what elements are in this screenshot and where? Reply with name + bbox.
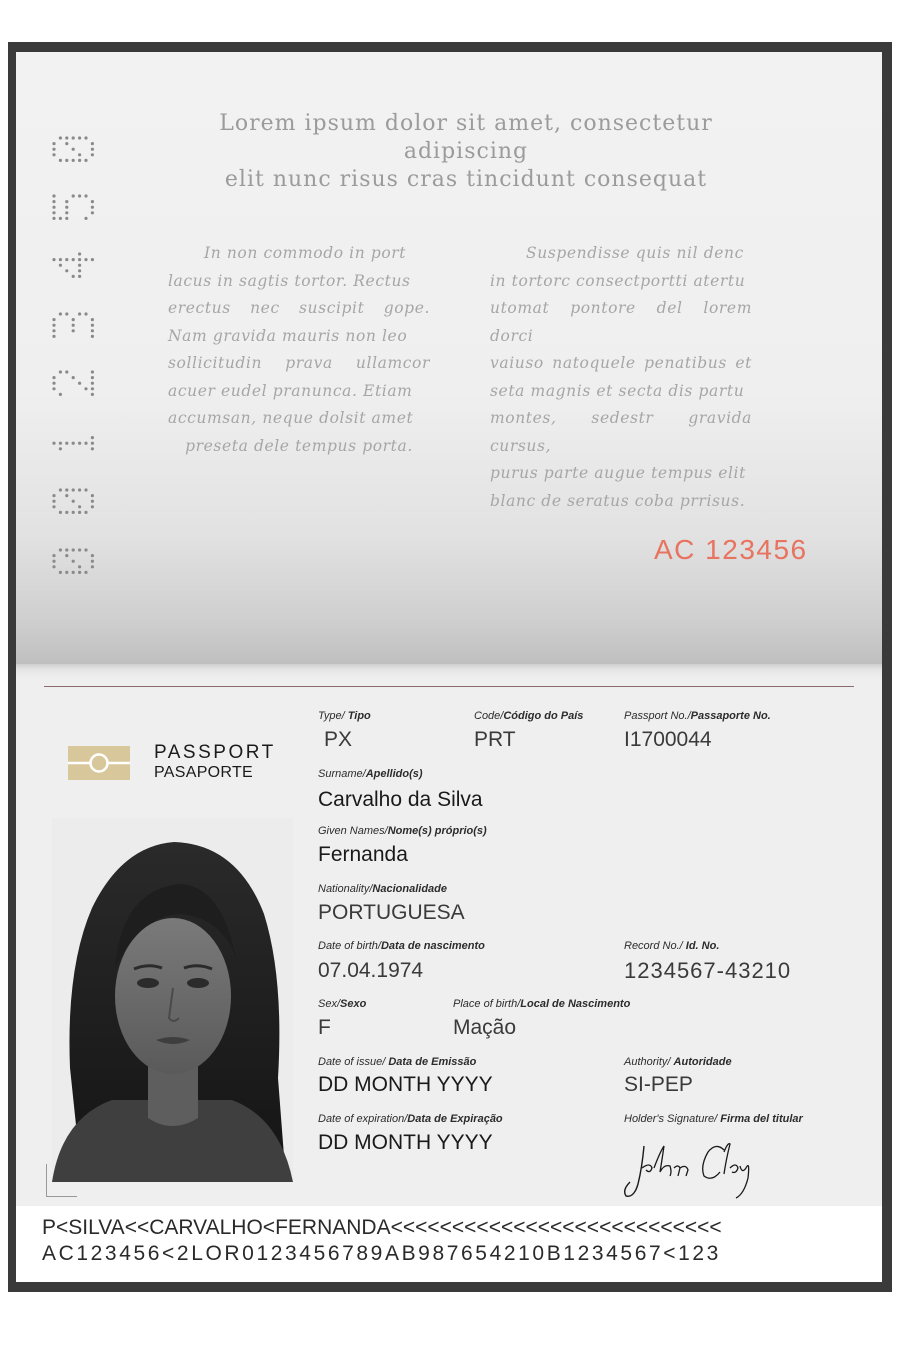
- column-line: acuer eudel pranunca. Etiam: [168, 381, 413, 400]
- page-fold: [16, 664, 882, 678]
- mrz-line-2: AC123456<2LOR0123456789AB987654210B1234567<123: [42, 1242, 721, 1265]
- type-label: Type/ Tipo: [318, 710, 371, 722]
- divider-rule: [44, 686, 854, 687]
- perforated-digit: [50, 428, 98, 458]
- dob-label: Date of birth/Data de nascimento: [318, 940, 485, 952]
- date-of-issue-label: Date of issue/ Data de Emissão: [318, 1056, 477, 1068]
- photo-corner-mark: [46, 1164, 77, 1197]
- code-value: PRT: [474, 728, 516, 751]
- heading-line-2: elit nunc risus cras tincidunt consequat: [224, 167, 708, 192]
- column-line: Suspendisse quis nil denc: [526, 244, 744, 262]
- holder-photo: [52, 818, 293, 1182]
- column-line: In non commodo in port: [204, 244, 407, 262]
- column-line: Nam gravida mauris non leo: [168, 326, 408, 345]
- column-line: lacus in sagtis tortor. Rectus: [168, 271, 411, 290]
- record-no-label: Record No./ Id. No.: [624, 940, 720, 952]
- perforated-digit: [50, 368, 98, 398]
- passport-no-label: Passport No./Passaporte No.: [624, 710, 771, 722]
- heading-line-1: Lorem ipsum dolor sit amet, consectetur adipiscing: [219, 111, 713, 164]
- column-line: erectus nec suscipit gope.: [168, 299, 430, 317]
- date-of-expiration-label: Date of expiration/Data de Expiração: [318, 1113, 503, 1125]
- signature-label: Holder's Signature/ Firma del titular: [624, 1113, 803, 1125]
- nationality-label: Nationality/Nacionalidade: [318, 883, 447, 895]
- code-label: Code/Código do País: [474, 710, 584, 722]
- serial-number: AC 123456: [654, 534, 808, 565]
- place-of-birth-label: Place of birth/Local de Nascimento: [453, 998, 631, 1010]
- column-line: blanc de seratus coba prrisus.: [490, 491, 746, 510]
- given-names-value: Fernanda: [318, 843, 408, 866]
- type-value: PX: [324, 728, 353, 751]
- column-line: utomat pontore del lorem dorci: [490, 299, 752, 345]
- column-line: accumsan, neque dolsit amet: [168, 409, 414, 427]
- holder-signature: [620, 1138, 770, 1202]
- perforated-digit: [50, 486, 98, 516]
- authority-value: SI-PEP: [624, 1073, 693, 1096]
- machine-readable-zone: [16, 1206, 882, 1282]
- passport-no-value: I1700044: [624, 728, 712, 751]
- given-names-label: Given Names/Nome(s) próprio(s): [318, 825, 487, 837]
- date-of-issue-value: DD MONTH YYYY: [318, 1073, 493, 1096]
- perforated-digit: [50, 192, 98, 222]
- surname-label: Surname/Apellido(s): [318, 768, 423, 780]
- perforated-digit: [50, 546, 98, 576]
- column-line: sollicitudin prava ullamcor: [168, 354, 430, 372]
- column-line: preseta dele tempus porta.: [185, 436, 413, 455]
- column-line: vaiuso natoquele penatibus et: [490, 354, 752, 372]
- place-of-birth-value: Mação: [453, 1016, 517, 1039]
- document-title: PASSPORT: [154, 742, 276, 763]
- authority-label: Authority/ Autoridade: [624, 1056, 732, 1068]
- perforated-digit: [50, 134, 98, 164]
- portrait-image: [52, 818, 293, 1182]
- perforated-digit: [50, 250, 98, 280]
- passport-page: [16, 52, 882, 1282]
- sex-label: Sex/Sexo: [318, 998, 367, 1010]
- nationality-value: PORTUGUESA: [318, 901, 465, 924]
- sex-value: F: [318, 1016, 331, 1039]
- text-column-left: [168, 240, 430, 460]
- column-line: purus parte augue tempus elit: [490, 464, 746, 482]
- column-line: in tortorc consectportti atertu: [490, 271, 746, 290]
- mrz-line-1: P<SILVA<<CARVALHO<FERNANDA<<<<<<<<<<<<<<<<<<<<<<<<<<<: [42, 1216, 722, 1239]
- text-column-right: [490, 240, 752, 515]
- document-subtitle: PASAPORTE: [154, 764, 254, 781]
- perforated-digit: [50, 310, 98, 340]
- record-no-value: 1234567-43210: [624, 958, 792, 983]
- page-heading: [166, 110, 766, 194]
- column-line: montes, sedestr gravida cursus,: [490, 409, 752, 455]
- dob-value: 07.04.1974: [318, 959, 424, 982]
- biometric-chip-icon: [68, 746, 130, 780]
- surname-value: Carvalho da Silva: [318, 788, 483, 811]
- column-line: seta magnis et secta dis partu: [490, 381, 745, 400]
- date-of-expiration-value: DD MONTH YYYY: [318, 1131, 493, 1154]
